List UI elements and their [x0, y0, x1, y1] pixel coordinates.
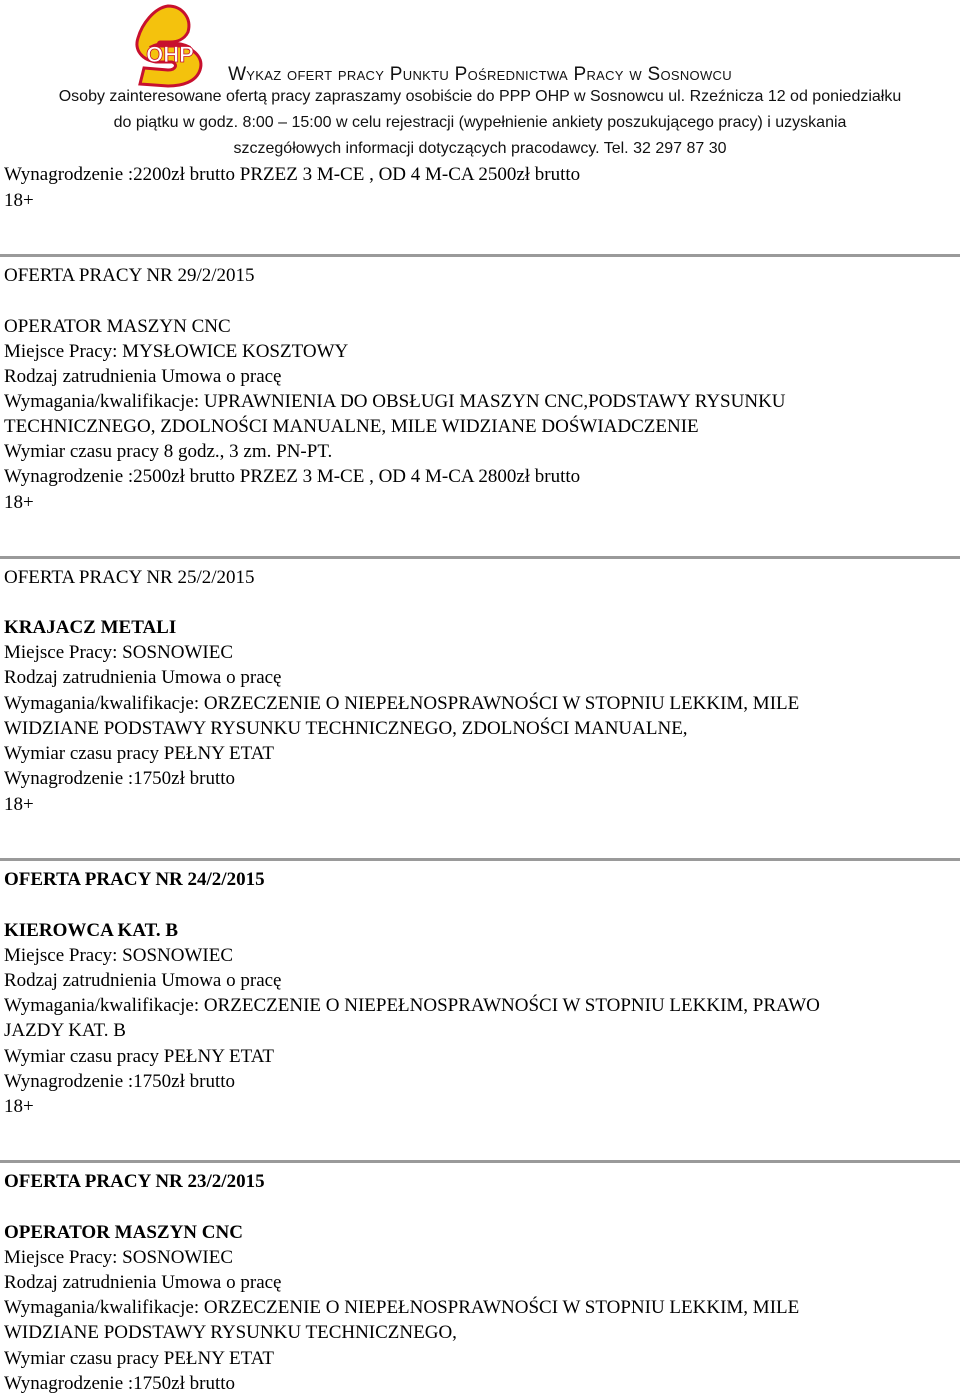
offer-hours: Wymiar czasu pracy PEŁNY ETAT: [4, 1046, 274, 1067]
offer-hours: Wymiar czasu pracy PEŁNY ETAT: [4, 743, 274, 764]
offer-requirements-1: Wymagania/kwalifikacje: UPRAWNIENIA DO OBSŁUGI MASZYN CNC,PODSTAWY RYSUNKU: [4, 391, 786, 412]
offer-requirements-2: TECHNICZNEGO, ZDOLNOŚCI MANUALNE, MILE WIDZIANE DOŚWIADCZENIE: [4, 416, 699, 437]
offer-hours: Wymiar czasu pracy PEŁNY ETAT: [4, 1348, 274, 1369]
offer-position: KIEROWCA KAT. B: [4, 920, 179, 941]
offer-divider: [0, 858, 960, 861]
offer-salary: Wynagrodzenie :1750zł brutto: [4, 1071, 236, 1092]
offer-hours: Wymiar czasu pracy 8 godz., 3 zm. PN-PT.: [4, 441, 333, 462]
offer-position: OPERATOR MASZYN CNC: [4, 316, 231, 337]
offer-number: OFERTA PRACY NR 25/2/2015: [4, 567, 255, 588]
offer-number: OFERTA PRACY NR 24/2/2015: [4, 869, 265, 890]
offer-number: OFERTA PRACY NR 29/2/2015: [4, 265, 255, 286]
offer-requirements-1: Wymagania/kwalifikacje: ORZECZENIE O NIEPEŁNOSPRAWNOŚCI W STOPNIU LEKKIM, MILE: [4, 693, 800, 714]
continuation-salary: Wynagrodzenie :2200zł brutto PRZEZ 3 M-CE , OD 4 M-CA 2500zł brutto: [4, 164, 581, 185]
offer-place: Miejsce Pracy: SOSNOWIEC: [4, 642, 234, 663]
offer-age: 18+: [4, 794, 34, 815]
offer-requirements-1: Wymagania/kwalifikacje: ORZECZENIE O NIEPEŁNOSPRAWNOŚCI W STOPNIU LEKKIM, PRAWO: [4, 995, 820, 1016]
offer-salary: Wynagrodzenie :1750zł brutto: [4, 768, 236, 789]
offer-place: Miejsce Pracy: SOSNOWIEC: [4, 1247, 234, 1268]
offer-salary: Wynagrodzenie :2500zł brutto PRZEZ 3 M-CE , OD 4 M-CA 2800zł brutto: [4, 466, 581, 487]
offer-contract: Rodzaj zatrudnienia Umowa o pracę: [4, 1272, 282, 1293]
offer-place: Miejsce Pracy: MYSŁOWICE KOSZTOWY: [4, 341, 349, 362]
offer-position: KRAJACZ METALI: [4, 617, 177, 638]
offer-divider: [0, 1160, 960, 1163]
continuation-age: 18+: [4, 190, 34, 211]
offer-requirements-2: WIDZIANE PODSTAWY RYSUNKU TECHNICZNEGO,: [4, 1322, 457, 1343]
offer-contract: Rodzaj zatrudnienia Umowa o pracę: [4, 667, 282, 688]
offer-age: 18+: [4, 1096, 34, 1117]
offer-number: OFERTA PRACY NR 23/2/2015: [4, 1171, 265, 1192]
offer-requirements-1: Wymagania/kwalifikacje: ORZECZENIE O NIEPEŁNOSPRAWNOŚCI W STOPNIU LEKKIM, MILE: [4, 1297, 800, 1318]
offer-divider: [0, 254, 960, 257]
offer-age: 18+: [4, 492, 34, 513]
offer-salary: Wynagrodzenie :1750zł brutto: [4, 1373, 236, 1394]
logo-text: OHP: [146, 42, 194, 67]
offer-requirements-2: JAZDY KAT. B: [4, 1020, 126, 1041]
page-title: Wykaz ofert pracy Punktu Pośrednictwa Pracy w Sosnowcu: [228, 64, 732, 85]
offer-position: OPERATOR MASZYN CNC: [4, 1222, 243, 1243]
offer-contract: Rodzaj zatrudnienia Umowa o pracę: [4, 366, 282, 387]
offer-divider: [0, 556, 960, 559]
header-info-line-2: do piątku w godz. 8:00 – 15:00 w celu rejestracji (wypełnienie ankiety poszukującego pracy) i uzyskania: [113, 114, 847, 131]
offer-place: Miejsce Pracy: SOSNOWIEC: [4, 945, 234, 966]
header-info-line-1: Osoby zainteresowane ofertą pracy zapraszamy osobiście do PPP OHP w Sosnowcu ul. Rzeźnicza 12 od poniedziałku: [58, 88, 902, 105]
offer-requirements-2: WIDZIANE PODSTAWY RYSUNKU TECHNICZNEGO, ZDOLNOŚCI MANUALNE,: [4, 718, 688, 739]
header-info-line-3: szczegółowych informacji dotyczących pracodawcy. Tel. 32 297 87 30: [233, 140, 727, 157]
offer-contract: Rodzaj zatrudnienia Umowa o pracę: [4, 970, 282, 991]
